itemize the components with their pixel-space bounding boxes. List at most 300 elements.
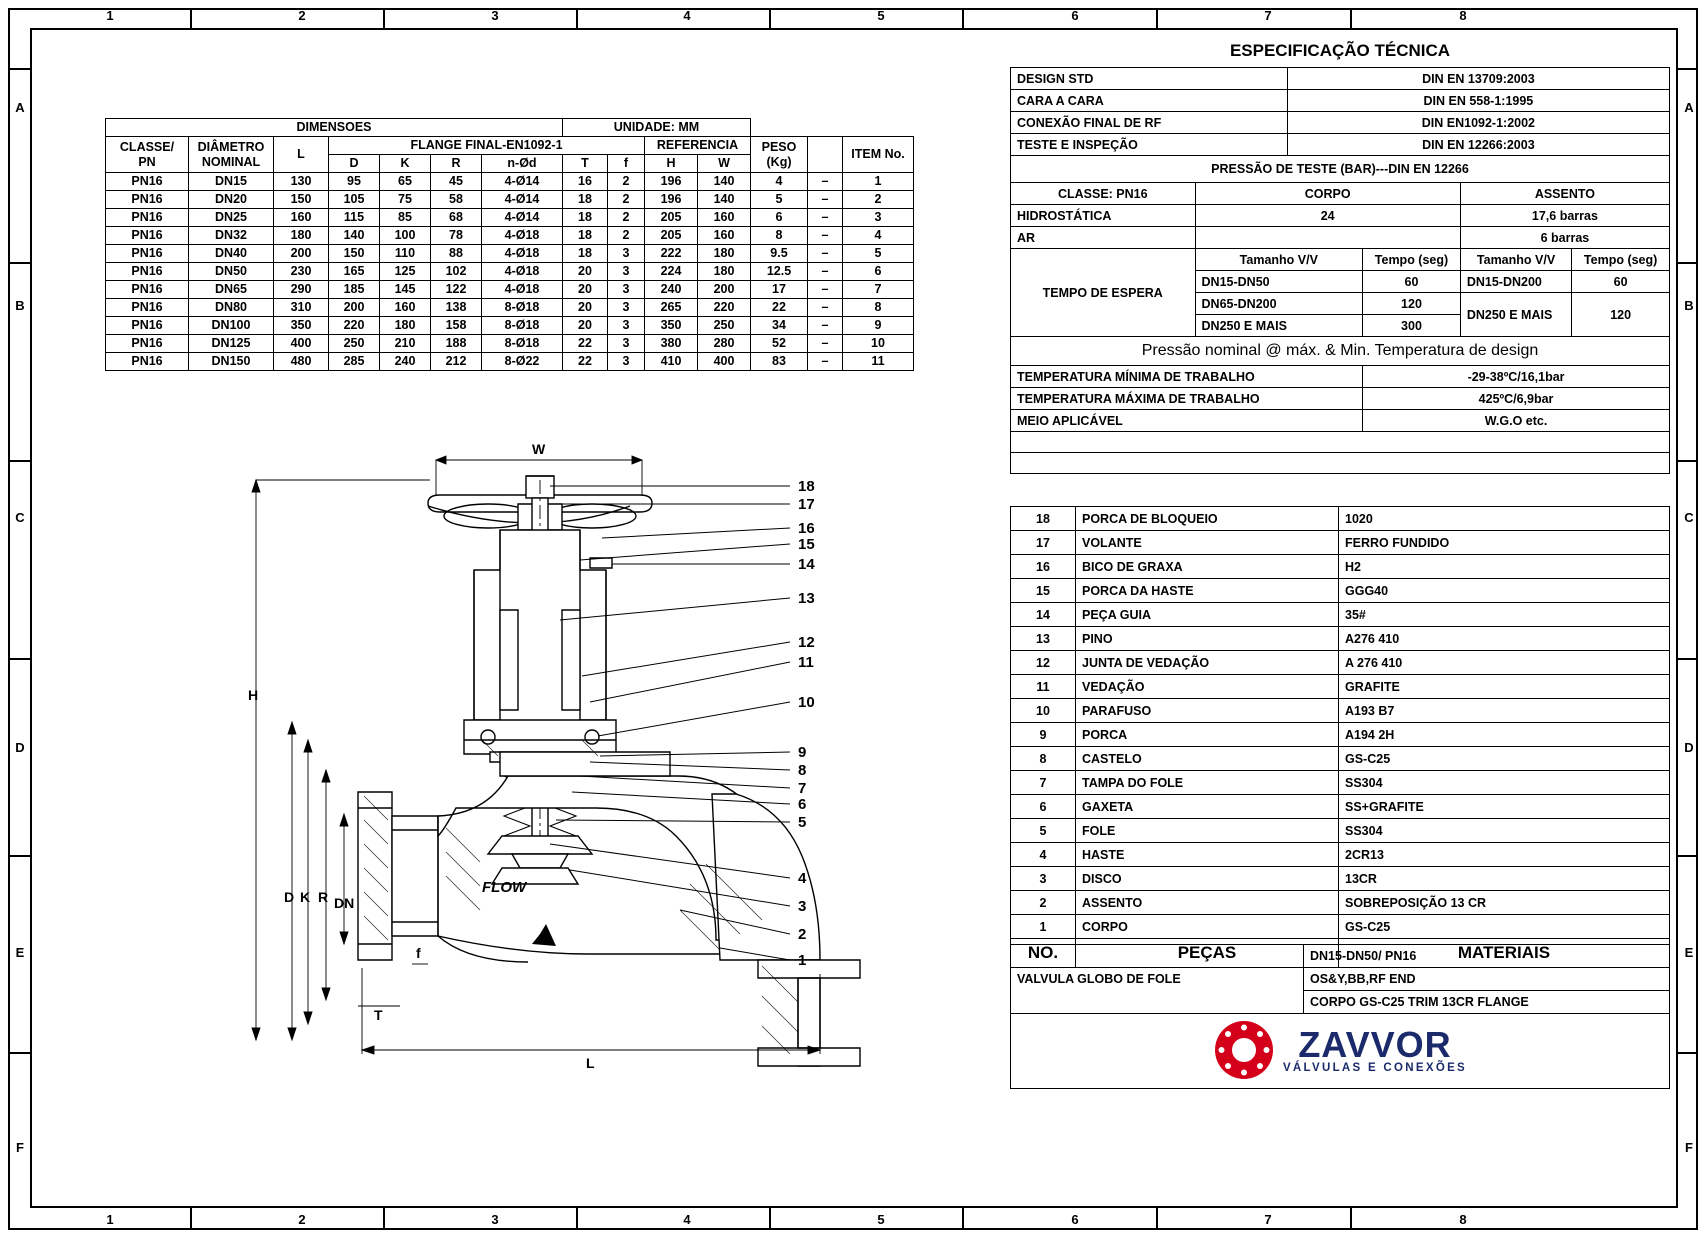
- valve-drawing-svg: [250, 440, 1010, 1080]
- dim-cell: DN25: [189, 209, 274, 227]
- dim-cell: PN16: [106, 227, 189, 245]
- table-row: [1011, 249, 1670, 271]
- wait-seat-time: 60: [1572, 271, 1670, 293]
- dim-cell: –: [808, 281, 843, 299]
- bill-of-materials: [1010, 506, 1670, 968]
- balloon-15: 15: [798, 536, 815, 553]
- bom-item-no: 6: [1011, 795, 1076, 819]
- dim-cell: 2: [608, 173, 645, 191]
- table-row: [106, 227, 914, 245]
- technical-specification-block: [1010, 36, 1670, 474]
- dim-cell: 58: [431, 191, 482, 209]
- test-seat-header: ASSENTO: [1460, 183, 1669, 205]
- spec-value: DIN EN 13709:2003: [1287, 68, 1669, 90]
- dim-cell: 18: [563, 245, 608, 263]
- dim-cell: 45: [431, 173, 482, 191]
- table-row: [106, 299, 914, 317]
- dim-cell: 205: [645, 227, 698, 245]
- dim-cell: 196: [645, 191, 698, 209]
- table-row: [1011, 891, 1670, 915]
- medium-label: MEIO APLICÁVEL: [1011, 410, 1363, 432]
- dim-cell: 285: [329, 353, 380, 371]
- air-label: AR: [1011, 227, 1196, 249]
- dim-cell: DN32: [189, 227, 274, 245]
- dim-cell: 7: [843, 281, 914, 299]
- dim-cell: –: [808, 263, 843, 281]
- dim-cell: PN16: [106, 353, 189, 371]
- bom-item-material: GGG40: [1339, 579, 1670, 603]
- balloon-1: 1: [798, 952, 807, 969]
- bom-item-part: GAXETA: [1076, 795, 1339, 819]
- dim-cell: DN80: [189, 299, 274, 317]
- dim-cell: 88: [431, 245, 482, 263]
- bom-item-part: HASTE: [1076, 843, 1339, 867]
- dim-cell: 5: [843, 245, 914, 263]
- balloon-6: 6: [798, 796, 807, 813]
- bom-item-part: PARAFUSO: [1076, 699, 1339, 723]
- wait-body-size: DN15-DN50: [1195, 271, 1363, 293]
- dim-cell: 196: [645, 173, 698, 191]
- dim-cell: 100: [380, 227, 431, 245]
- table-row: [1011, 603, 1670, 627]
- flow-arrow: [478, 910, 556, 946]
- dim-cell: 224: [645, 263, 698, 281]
- dim-cell: 68: [431, 209, 482, 227]
- table-row: [106, 245, 914, 263]
- table-row: [1011, 795, 1670, 819]
- spec-label: CONEXÃO FINAL DE RF: [1011, 112, 1288, 134]
- dim-cell: 65: [380, 173, 431, 191]
- dim-cell: 83: [751, 353, 808, 371]
- bom-item-material: SS304: [1339, 771, 1670, 795]
- bom-item-material: GS-C25: [1339, 915, 1670, 939]
- dim-cell: 2: [608, 209, 645, 227]
- dim-cell: PN16: [106, 299, 189, 317]
- table-row: [1011, 867, 1670, 891]
- dim-unit: UNIDADE: MM: [563, 119, 751, 137]
- hydrostatic-label: HIDROSTÁTICA: [1011, 205, 1196, 227]
- dim-cell: 180: [698, 245, 751, 263]
- dim-header-H: H: [645, 155, 698, 173]
- dim-cell: 8-Ø18: [482, 335, 563, 353]
- bom-item-no: 12: [1011, 651, 1076, 675]
- title-block: [1010, 944, 1670, 1089]
- bom-item-part: PINO: [1076, 627, 1339, 651]
- dim-cell: 140: [329, 227, 380, 245]
- table-row: [1011, 90, 1670, 112]
- dim-cell: 4-Ø18: [482, 245, 563, 263]
- dim-cell: 102: [431, 263, 482, 281]
- bom-item-material: H2: [1339, 555, 1670, 579]
- bom-item-part: VEDAÇÃO: [1076, 675, 1339, 699]
- bom-item-material: A 276 410: [1339, 651, 1670, 675]
- table-row: [106, 281, 914, 299]
- dim-cell: 3: [608, 317, 645, 335]
- bom-item-part: CASTELO: [1076, 747, 1339, 771]
- dim-cell: 8-Ø18: [482, 317, 563, 335]
- dim-cell: 22: [563, 353, 608, 371]
- dim-cell: 8: [751, 227, 808, 245]
- dim-cell: 138: [431, 299, 482, 317]
- wait-time-label: TEMPO DE ESPERA: [1011, 249, 1196, 337]
- bom-item-no: 3: [1011, 867, 1076, 891]
- dim-header-blank: [808, 137, 843, 173]
- dim-cell: DN150: [189, 353, 274, 371]
- dim-cell: DN125: [189, 335, 274, 353]
- dim-cell: 18: [563, 191, 608, 209]
- dim-cell: 12.5: [751, 263, 808, 281]
- bom-header-material: MATERIAIS: [1339, 939, 1670, 968]
- dim-cell: 9.5: [751, 245, 808, 263]
- dim-cell: 160: [380, 299, 431, 317]
- design-pressure-title: Pressão nominal @ máx. & Min. Temperatura de design: [1011, 337, 1670, 366]
- dim-cell: 4: [751, 173, 808, 191]
- bom-item-part: PORCA DE BLOQUEIO: [1076, 507, 1339, 531]
- wait-body-size: DN250 E MAIS: [1195, 315, 1363, 337]
- dim-cell: 400: [698, 353, 751, 371]
- dim-cell: 240: [380, 353, 431, 371]
- table-row: [106, 353, 914, 371]
- dim-cell: 230: [274, 263, 329, 281]
- balloon-18: 18: [798, 478, 815, 495]
- balloon-8: 8: [798, 762, 807, 779]
- balloon-17: 17: [798, 496, 815, 513]
- dim-cell: 3: [608, 263, 645, 281]
- table-row: [1011, 134, 1670, 156]
- dim-header-ref-group: REFERENCIA: [645, 137, 751, 155]
- dim-cell: 1: [843, 173, 914, 191]
- bom-header-no: NO.: [1011, 939, 1076, 968]
- dim-cell: 140: [698, 173, 751, 191]
- table-row: [1011, 699, 1670, 723]
- test-pressure-table: [1010, 155, 1670, 474]
- dim-cell: 52: [751, 335, 808, 353]
- dim-cell: 140: [698, 191, 751, 209]
- table-row: [106, 173, 914, 191]
- dim-cell: 180: [380, 317, 431, 335]
- bom-header-part: PEÇAS: [1076, 939, 1339, 968]
- dim-cell: 105: [329, 191, 380, 209]
- dim-label-R: R: [318, 889, 329, 905]
- spec-label: CARA A CARA: [1011, 90, 1288, 112]
- dim-cell: 17: [751, 281, 808, 299]
- table-row: [1011, 915, 1670, 939]
- dim-cell: 8-Ø22: [482, 353, 563, 371]
- dim-cell: DN50: [189, 263, 274, 281]
- dim-cell: 3: [608, 281, 645, 299]
- bom-item-no: 10: [1011, 699, 1076, 723]
- dim-cell: 130: [274, 173, 329, 191]
- bom-item-material: 13CR: [1339, 867, 1670, 891]
- wait-seat-size: DN15-DN200: [1460, 271, 1571, 293]
- dim-cell: PN16: [106, 317, 189, 335]
- bom-item-no: 2: [1011, 891, 1076, 915]
- table-row: [1011, 183, 1670, 205]
- table-row: [1011, 68, 1670, 90]
- dim-cell: 145: [380, 281, 431, 299]
- wait-size-header: Tamanho V/V: [1195, 249, 1363, 271]
- table-row: [1011, 843, 1670, 867]
- medium-value: W.G.O etc.: [1363, 410, 1670, 432]
- dim-cell: 8: [843, 299, 914, 317]
- wait-body-time: 60: [1363, 271, 1461, 293]
- table-row: [1011, 410, 1670, 432]
- bom-item-part: BICO DE GRAXA: [1076, 555, 1339, 579]
- dim-header-T: T: [563, 155, 608, 173]
- dim-header-item: ITEM No.: [843, 137, 914, 173]
- table-row: [1011, 555, 1670, 579]
- dim-cell: 16: [563, 173, 608, 191]
- table-row: [1011, 627, 1670, 651]
- dim-cell: 250: [329, 335, 380, 353]
- balloon-9: 9: [798, 744, 807, 761]
- dim-cell: 250: [698, 317, 751, 335]
- dim-cell: 10: [843, 335, 914, 353]
- dim-cell: 75: [380, 191, 431, 209]
- dim-header-L: L: [274, 137, 329, 173]
- dim-header-weight: PESO (Kg): [751, 137, 808, 173]
- balloon-3: 3: [798, 898, 807, 915]
- dim-cell: 200: [329, 299, 380, 317]
- wait-seat-size: DN250 E MAIS: [1460, 293, 1571, 337]
- balloon-7: 7: [798, 780, 807, 797]
- table-row: [1011, 819, 1670, 843]
- bom-item-part: PEÇA GUIA: [1076, 603, 1339, 627]
- dim-cell: PN16: [106, 335, 189, 353]
- dim-cell: 3: [608, 245, 645, 263]
- bom-item-no: 18: [1011, 507, 1076, 531]
- spec-line-3: CORPO GS-C25 TRIM 13CR FLANGE: [1304, 991, 1670, 1014]
- table-row: [1011, 205, 1670, 227]
- table-row: [106, 263, 914, 281]
- bom-item-material: SS+GRAFITE: [1339, 795, 1670, 819]
- wait-time-header: Tempo (seg): [1363, 249, 1461, 271]
- dim-cell: 158: [431, 317, 482, 335]
- dim-label-H: H: [248, 687, 259, 703]
- table-row: [1011, 531, 1670, 555]
- table-row: [106, 317, 914, 335]
- dim-cell: 3: [608, 299, 645, 317]
- bom-item-material: FERRO FUNDIDO: [1339, 531, 1670, 555]
- bom-item-no: 5: [1011, 819, 1076, 843]
- dim-header-f: f: [608, 155, 645, 173]
- bom-item-no: 1: [1011, 915, 1076, 939]
- bom-item-part: TAMPA DO FOLE: [1076, 771, 1339, 795]
- dim-cell: 4: [843, 227, 914, 245]
- hydrostatic-seat: 17,6 barras: [1460, 205, 1669, 227]
- dim-cell: 4-Ø18: [482, 281, 563, 299]
- dim-cell: –: [808, 245, 843, 263]
- bom-item-part: PORCA DA HASTE: [1076, 579, 1339, 603]
- dim-cell: 290: [274, 281, 329, 299]
- dim-header-K: K: [380, 155, 431, 173]
- dim-cell: PN16: [106, 281, 189, 299]
- dim-cell: DN100: [189, 317, 274, 335]
- dim-label-W: W: [532, 441, 546, 457]
- dim-cell: 2: [608, 227, 645, 245]
- balloon-2: 2: [798, 926, 807, 943]
- dim-cell: 200: [274, 245, 329, 263]
- dim-cell: 160: [274, 209, 329, 227]
- spec-standards-table: [1010, 67, 1670, 156]
- dim-cell: 4-Ø18: [482, 227, 563, 245]
- dim-cell: 180: [698, 263, 751, 281]
- product-name: VALVULA GLOBO DE FOLE: [1011, 945, 1304, 1014]
- dim-cell: 240: [645, 281, 698, 299]
- bom-item-no: 17: [1011, 531, 1076, 555]
- hydrostatic-body: 24: [1195, 205, 1460, 227]
- dim-cell: 6: [843, 263, 914, 281]
- dim-cell: 34: [751, 317, 808, 335]
- dim-cell: 18: [563, 227, 608, 245]
- table-row: [1011, 579, 1670, 603]
- dim-header-D: D: [329, 155, 380, 173]
- bom-item-no: 11: [1011, 675, 1076, 699]
- bom-item-material: 35#: [1339, 603, 1670, 627]
- dim-cell: PN16: [106, 245, 189, 263]
- balloon-10: 10: [798, 694, 815, 711]
- dim-cell: 400: [274, 335, 329, 353]
- bom-item-material: GS-C25: [1339, 747, 1670, 771]
- dim-header-nod: n-Ød: [482, 155, 563, 173]
- bom-item-material: 2CR13: [1339, 843, 1670, 867]
- dim-cell: 4-Ø14: [482, 173, 563, 191]
- table-row: [1011, 675, 1670, 699]
- wait-body-size: DN65-DN200: [1195, 293, 1363, 315]
- dim-cell: 5: [751, 191, 808, 209]
- dim-cell: 20: [563, 281, 608, 299]
- dim-cell: 480: [274, 353, 329, 371]
- dim-header-W: W: [698, 155, 751, 173]
- balloon-13: 13: [798, 590, 815, 607]
- dim-cell: 220: [698, 299, 751, 317]
- wait-time-header-seat: Tempo (seg): [1572, 249, 1670, 271]
- dim-cell: 205: [645, 209, 698, 227]
- dim-cell: 95: [329, 173, 380, 191]
- dim-cell: 160: [698, 227, 751, 245]
- dim-header-class: CLASSE/ PN: [106, 137, 189, 173]
- balloon-16: 16: [798, 520, 815, 537]
- temp-min-label: TEMPERATURA MÍNIMA DE TRABALHO: [1011, 366, 1363, 388]
- dim-cell: –: [808, 227, 843, 245]
- dim-cell: –: [808, 335, 843, 353]
- dim-label-DN: DN: [334, 895, 355, 911]
- dim-cell: 8-Ø18: [482, 299, 563, 317]
- drawing-sheet: 1 2 3 4 5 6 7 8 1 2 3 4 5 6 7 8 A B C D E F A B C D E F DIMENSOES UNIDADE: MM CLASSE/ PN DIÂMETRO NOMINAL L FLANGE FINAL-EN1092-1 REFERENCIA PESO (Kg) ITEM No. D K R n-Ød T f H W PN16 DN15 130 95 65 45 4-Ø14 16 2 196 140 4 – 1 PN16 DN20 150 105 75 58 4-Ø14 18 2 196 140 5 – 2 PN16 DN25 160 115 85 68 4-Ø14 18 2 205 160 6 – 3 PN16 DN32 180 140 100 78 4-Ø18 18 2 205 160 8 – 4 PN16 DN40 200 150 110 88 4-Ø18 18 3 222 180 9.5 – 5 PN16 DN50 230 165 125 102 4-Ø18 20 3 224 180 12.5 – 6 PN16 DN65 290 185 145 122 4-Ø18 20 3 240 200 17 – 7 PN16 DN80 310 200 160 138 8-Ø18 20 3 265 220 22 – 8 PN16 DN100 350 220 180 158 8-Ø18 20 3 350 250 34 – 9 PN16 DN125 400 250 210 188 8-Ø18 22 3 380 280 52 – 10 PN16 DN150 480 285 240 212 8-Ø22 22 3 410 400 83 – 11 ESPECIFICAÇÃO TÉCNICA DESIGN STD DIN EN 13709:2003 CARA A CARA DIN EN 558-1:1995 CONEXÃO FINAL DE RF DIN EN1092-1:2002 TESTE E INSPEÇÃO DIN EN 12266:2003 PRESSÃO DE TESTE (BAR)---DIN EN 12266 CLASSE: PN16 CORPO ASSENTO HIDROSTÁTICA 24 17,6 barras AR 6 barras TEMPO DE ESPERA Tamanho V/V Tempo (seg) Tamanho V/V Tempo (seg) DN15-DN50 60 DN15-DN200 60 DN65-DN200 120 DN250 E MAIS 120 DN250 E MAIS 300 Pressão nominal @ máx. & Min. Temperatura de design TEMPERATURA MÍNIMA DE TRABALHO -29-38ºC/16,1bar TEMPERATURA MÁXIMA DE TRABALHO 425ºC/6,9bar MEIO APLICÁVEL W.G.O etc. 18 PORCA DE BLOQUEIO 1020 17 VOLANTE FERRO FUNDIDO 16 BICO DE GRAXA H2 15 PORCA DA HASTE GGG40 14 PEÇA GUIA 35# 13 PINO A276 410 12 JUNTA DE VEDAÇÃO A 276 410 11 VEDAÇÃO GRAFITE 10 PARAFUSO A193 B7 9 PORCA A194 2H 8 CASTELO GS-C25 7 TAMPA DO FOLE SS304 6 GAXETA SS+GRAFITE 5 FOLE SS304 4 HASTE 2CR13 3 DISCO 13CR 2 ASSENTO SOBREPOSIÇÃO 13 CR 1 CORPO GS-C25 NO. PEÇAS MATERIAIS VALVULA GLOBO DE FOLE DN15-DN50/ PN16 OS&Y,BB,RF END CORPO GS-C25 TRIM 13CR FLANGE ZAVVOR VÁLVULAS E CONEXÕES 18 17 16 15 14 13 12 11 10 9 8 7 6 5 4 3 2 1 W H D K R DN L T f FLOW: [0, 0, 1708, 1240]
- valve-section-drawing: [250, 440, 1010, 1080]
- dim-cell: PN16: [106, 173, 189, 191]
- temp-max-value: 425ºC/6,9bar: [1363, 388, 1670, 410]
- bom-item-part: VOLANTE: [1076, 531, 1339, 555]
- air-seat: 6 barras: [1460, 227, 1669, 249]
- dim-label-f: f: [416, 945, 421, 961]
- dim-cell: 165: [329, 263, 380, 281]
- bom-item-part: ASSENTO: [1076, 891, 1339, 915]
- logo-tagline: VÁLVULAS E CONEXÕES: [1282, 1062, 1468, 1074]
- bom-item-part: CORPO: [1076, 915, 1339, 939]
- dim-cell: 220: [329, 317, 380, 335]
- bom-item-part: DISCO: [1076, 867, 1339, 891]
- dim-cell: DN40: [189, 245, 274, 263]
- dim-cell: 125: [380, 263, 431, 281]
- dim-cell: 3: [608, 335, 645, 353]
- dim-cell: DN20: [189, 191, 274, 209]
- dimensions-table: [105, 118, 914, 371]
- dim-cell: 122: [431, 281, 482, 299]
- dim-cell: 78: [431, 227, 482, 245]
- dim-cell: PN16: [106, 263, 189, 281]
- balloon-5: 5: [798, 814, 807, 831]
- dim-cell: 6: [751, 209, 808, 227]
- balloon-12: 12: [798, 634, 815, 651]
- spec-value: DIN EN 558-1:1995: [1287, 90, 1669, 112]
- bom-item-no: 16: [1011, 555, 1076, 579]
- table-row: [1011, 651, 1670, 675]
- dim-cell: 150: [329, 245, 380, 263]
- dim-cell: 4-Ø14: [482, 209, 563, 227]
- flow-label: FLOW: [482, 879, 527, 896]
- dim-cell: 2: [843, 191, 914, 209]
- air-body: [1195, 227, 1460, 249]
- bom-item-material: A193 B7: [1339, 699, 1670, 723]
- dim-cell: DN65: [189, 281, 274, 299]
- table-row: [1011, 388, 1670, 410]
- dim-cell: 410: [645, 353, 698, 371]
- dim-cell: 4-Ø18: [482, 263, 563, 281]
- spec-line-2: OS&Y,BB,RF END: [1304, 968, 1670, 991]
- dim-cell: 20: [563, 299, 608, 317]
- dim-cell: 3: [608, 353, 645, 371]
- temp-max-label: TEMPERATURA MÁXIMA DE TRABALHO: [1011, 388, 1363, 410]
- bom-item-material: A276 410: [1339, 627, 1670, 651]
- dim-cell: –: [808, 299, 843, 317]
- dim-label-D: D: [284, 889, 295, 905]
- balloon-14: 14: [798, 556, 815, 573]
- table-row: [1011, 771, 1670, 795]
- bom-item-material: SOBREPOSIÇÃO 13 CR: [1339, 891, 1670, 915]
- dim-cell: 180: [274, 227, 329, 245]
- table-row: [106, 209, 914, 227]
- dim-cell: 20: [563, 317, 608, 335]
- dim-header-flange-group: FLANGE FINAL-EN1092-1: [329, 137, 645, 155]
- dim-header-dn: DIÂMETRO NOMINAL: [189, 137, 274, 173]
- bom-item-no: 8: [1011, 747, 1076, 771]
- table-row: [1011, 112, 1670, 134]
- bom-item-material: 1020: [1339, 507, 1670, 531]
- bom-item-material: SS304: [1339, 819, 1670, 843]
- wait-size-header-seat: Tamanho V/V: [1460, 249, 1571, 271]
- dim-cell: PN16: [106, 209, 189, 227]
- bom-item-part: PORCA: [1076, 723, 1339, 747]
- dim-cell: 310: [274, 299, 329, 317]
- dim-label-L: L: [586, 1055, 595, 1071]
- table-row: [1011, 227, 1670, 249]
- bom-item-no: 4: [1011, 843, 1076, 867]
- dim-cell: 212: [431, 353, 482, 371]
- table-row: [1011, 366, 1670, 388]
- spec-label: DESIGN STD: [1011, 68, 1288, 90]
- dim-cell: DN15: [189, 173, 274, 191]
- dim-cell: PN16: [106, 191, 189, 209]
- dim-cell: 4-Ø14: [482, 191, 563, 209]
- temp-min-value: -29-38ºC/16,1bar: [1363, 366, 1670, 388]
- dim-cell: 185: [329, 281, 380, 299]
- dim-label-T: T: [374, 1007, 383, 1023]
- dim-title: DIMENSOES: [106, 119, 563, 137]
- dim-cell: –: [808, 173, 843, 191]
- dim-cell: 110: [380, 245, 431, 263]
- logo-wordmark: ZAVVOR: [1298, 1024, 1452, 1065]
